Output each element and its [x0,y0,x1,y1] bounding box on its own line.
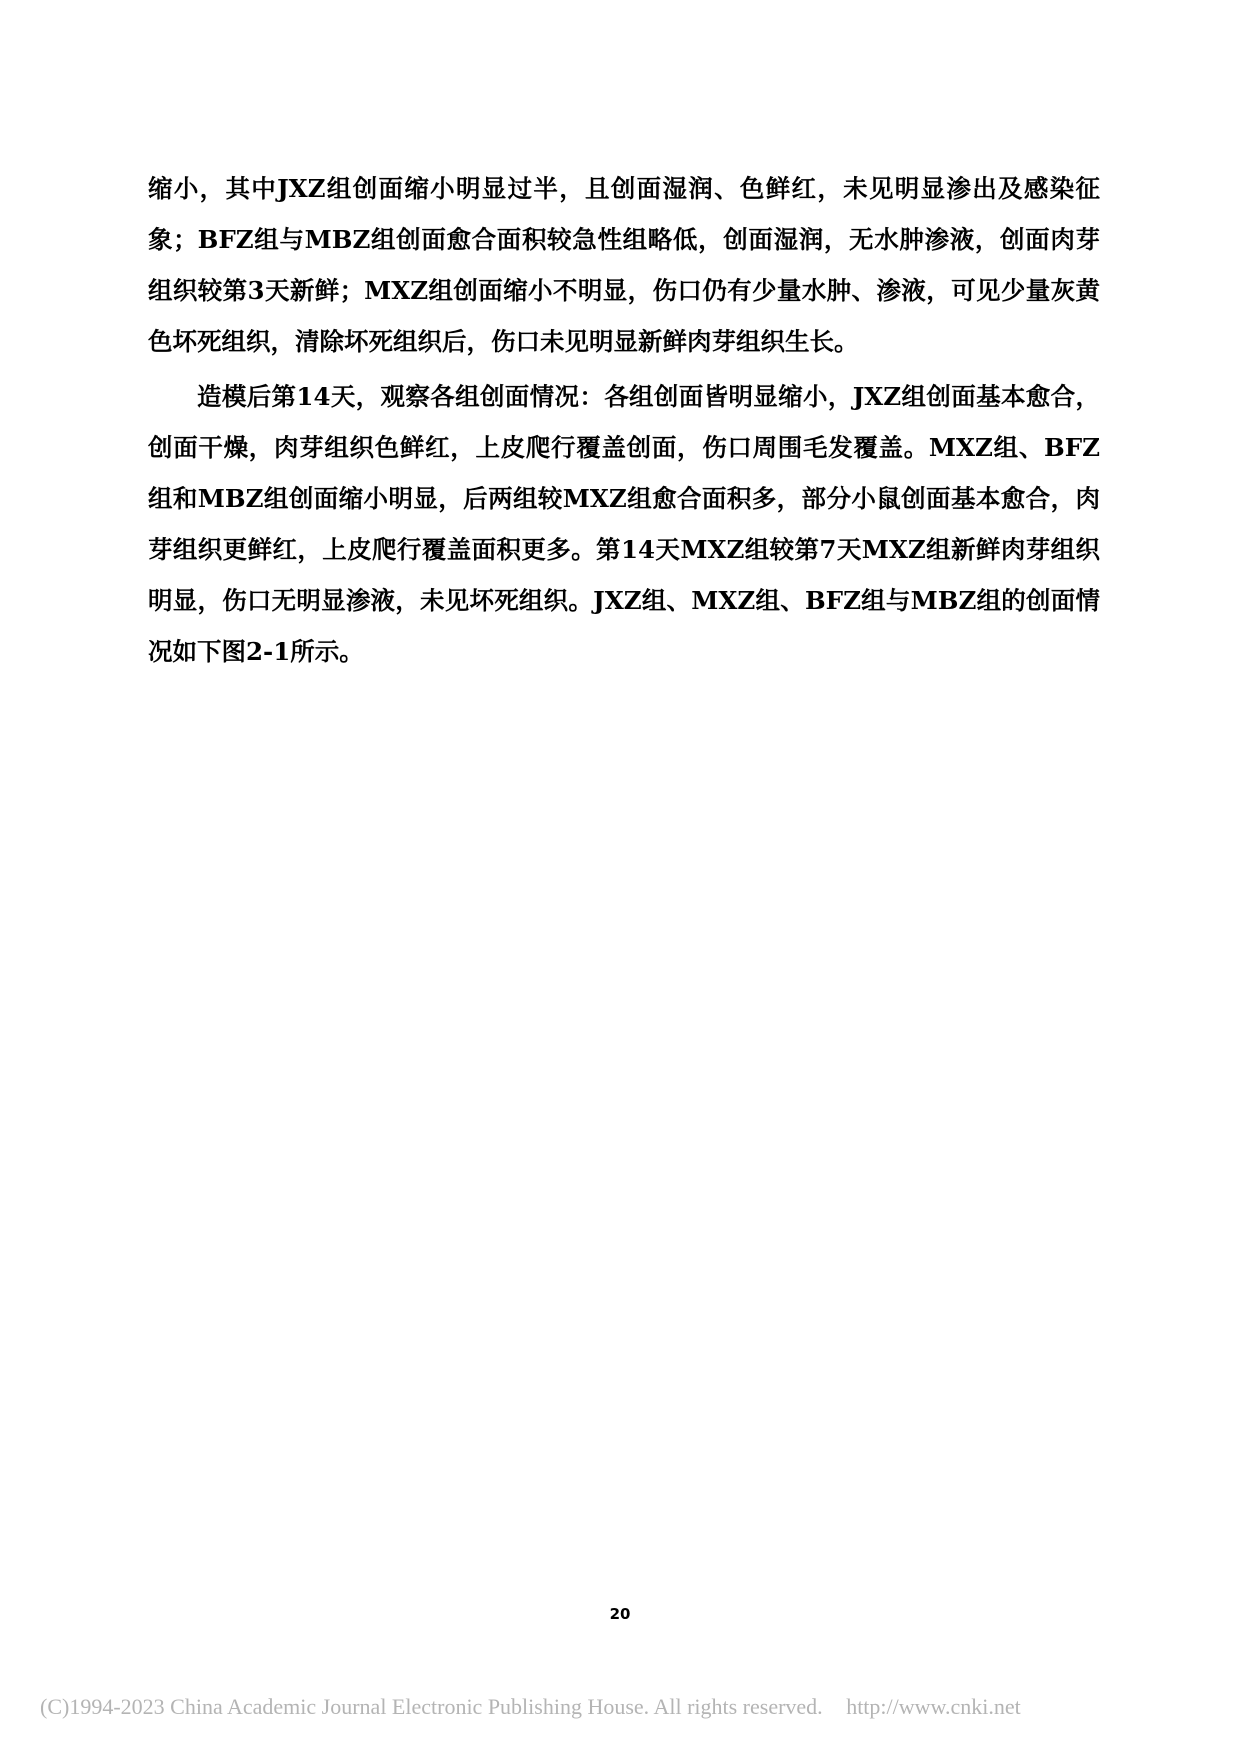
copyright-text: (C)1994-2023 China Academic Journal Electronic Publishing House. All rights reserved. [40,1694,823,1719]
footer-url: http://www.cnki.net [846,1694,1021,1719]
paragraph-day-14: 造模后第14天，观察各组创面情况：各组创面皆明显缩小，JXZ组创面基本愈合，创面干燥，肉芽组织色鲜红，上皮爬行覆盖创面，伤口周围毛发覆盖。MXZ组、BFZ组和MBZ组创面缩小明显，后两组较MXZ组愈合面积多，部分小鼠创面基本愈合，肉芽组织更鲜红，上皮爬行覆盖面积更多。第14天MXZ组较第7天MXZ组新鲜肉芽组织明显，伤口无明显渗液，未见坏死组织。JXZ组、MXZ组、BFZ组与MBZ组的创面情况如下图2-1所示。 [148,382,1100,666]
body-text [148,163,1100,677]
copyright-footer [40,1694,1021,1720]
page-number: 20 [609,1605,631,1623]
paragraph-continued: 缩小，其中JXZ组创面缩小明显过半，且创面湿润、色鲜红，未见明显渗出及感染征象；BFZ组与MBZ组创面愈合面积较急性组略低，创面湿润，无水肿渗液，创面肉芽组织较第3天新鲜；MXZ组创面缩小不明显，伤口仍有少量水肿、渗液，可见少量灰黄色坏死组织，清除坏死组织后，伤口未见明显新鲜肉芽组织生长。 [148,174,1100,356]
